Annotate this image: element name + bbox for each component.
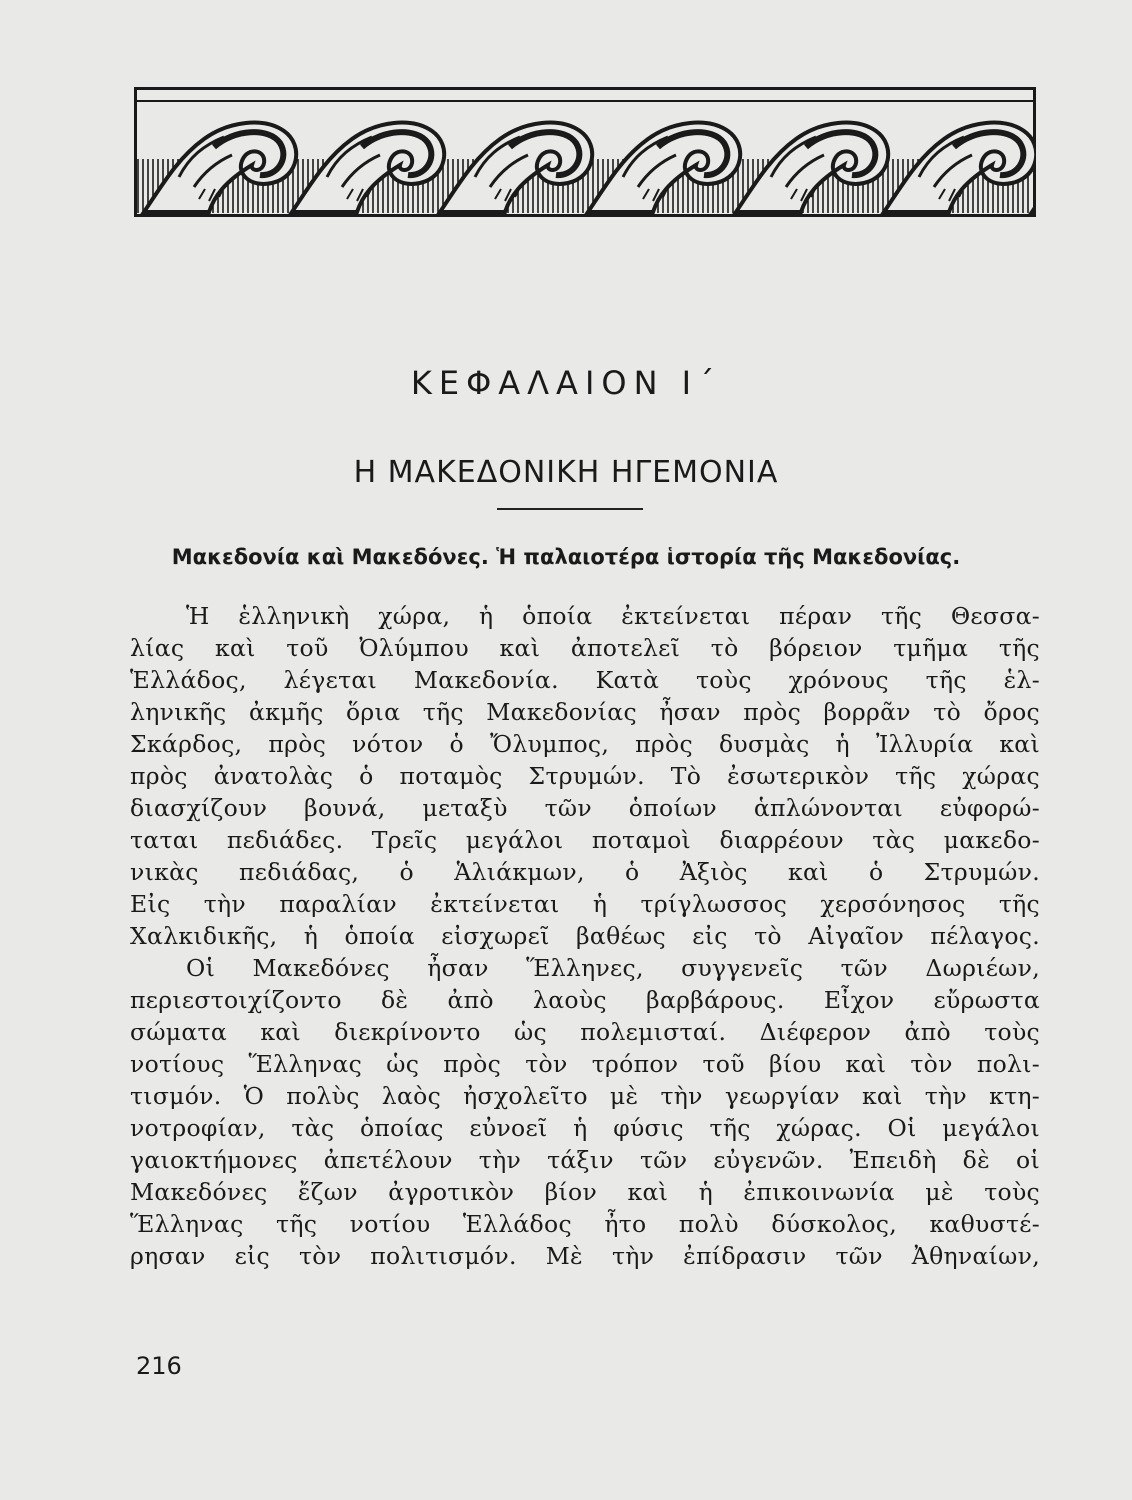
- text-line: περιεστοιχίζοντο δὲ ἀπὸ λαοὺς βαρβάρους. Εἶχον εὔρωστα: [130, 986, 1040, 1014]
- text-line: γαιοκτήμονες ἀπετέλουν τὴν τάξιν τῶν εὐγενῶν. Ἐπειδὴ δὲ οἱ: [130, 1146, 1040, 1174]
- text-line: Ἕλληνας τῆς νοτίου Ἑλλάδος ἦτο πολὺ δύσκολος, καθυστέ-: [130, 1210, 1040, 1238]
- text-line: Ἡ ἑλληνικὴ χώρα, ἡ ὁποία ἐκτείνεται πέραν τῆς Θεσσα-: [186, 602, 1040, 630]
- text-line: ταται πεδιάδες. Τρεῖς μεγάλοι ποταμοὶ διαρρέουν τὰς μακεδο-: [130, 826, 1040, 854]
- wave-motif: [736, 123, 888, 212]
- section-heading: Μακεδονία καὶ Μακεδόνες. Ἡ παλαιοτέρα ἱστορία τῆς Μακεδονίας.: [171, 545, 961, 569]
- title-divider: [497, 508, 643, 510]
- wave-ornament-graphic: [134, 87, 1036, 217]
- text-line: ρησαν εἰς τὸν πολιτισμόν. Μὲ τὴν ἐπίδρασιν τῶν Ἀθηναίων,: [130, 1242, 1040, 1270]
- text-line: Εἰς τὴν παραλίαν ἐκτείνεται ἡ τρίγλωσσος χερσόνησος τῆς: [130, 890, 1040, 918]
- text-line: τισμόν. Ὁ πολὺς λαὸς ἠσχολεῖτο μὲ τὴν γεωργίαν καὶ τὴν κτη-: [130, 1082, 1040, 1110]
- text-line: πρὸς ἀνατολὰς ὁ ποταμὸς Στρυμών. Τὸ ἐσωτερικὸν τῆς χώρας: [130, 762, 1040, 790]
- chapter-label: ΚΕΦΑΛΑΙΟΝ Ι΄: [410, 364, 722, 402]
- text-line: Οἱ Μακεδόνες ἦσαν Ἕλληνες, συγγενεῖς τῶν Δωριέων,: [186, 954, 1040, 982]
- body-text: [130, 600, 1040, 1272]
- text-line: Μακεδόνες ἔζων ἀγροτικὸν βίον καὶ ἡ ἐπικοινωνία μὲ τοὺς: [130, 1178, 1040, 1206]
- text-line: Σκάρδος, πρὸς νότον ὁ Ὄλυμπος, πρὸς δυσμὰς ἡ Ἰλλυρία καὶ: [130, 730, 1040, 758]
- chapter-title: Η ΜΑΚΕΔΟΝΙΚΗ ΗΓΕΜΟΝΙΑ: [353, 455, 779, 490]
- page-number: 216: [136, 1352, 182, 1380]
- text-line: διασχίζουν βουνά, μεταξὺ τῶν ὁποίων ἁπλώνονται εὐφορώ-: [130, 794, 1040, 822]
- text-line: ληνικῆς ἀκμῆς ὅρια τῆς Μακεδονίας ἦσαν πρὸς βορρᾶν τὸ ὄρος: [130, 698, 1040, 726]
- text-line: νοτροφίαν, τὰς ὁποίας εὐνοεῖ ἡ φύσις τῆς χώρας. Οἱ μεγάλοι: [130, 1114, 1040, 1142]
- text-line: σώματα καὶ διεκρίνοντο ὡς πολεμισταί. Διέφερον ἀπὸ τοὺς: [130, 1018, 1040, 1046]
- text-line: Χαλκιδικῆς, ἡ ὁποία εἰσχωρεῖ βαθέως εἰς τὸ Αἰγαῖον πέλαγος.: [130, 922, 1040, 950]
- text-line: λίας καὶ τοῦ Ὀλύμπου καὶ ἀποτελεῖ τὸ βόρειον τμῆμα τῆς: [130, 634, 1040, 662]
- text-line: νικὰς πεδιάδας, ὁ Ἁλιάκμων, ὁ Ἀξιὸς καὶ ὁ Στρυμών.: [130, 858, 1040, 886]
- text-line: Ἑλλάδος, λέγεται Μακεδονία. Κατὰ τοὺς χρόνους τῆς ἑλ-: [130, 666, 1040, 694]
- wave-pattern-border: [134, 87, 1036, 217]
- text-line: νοτίους Ἕλληνας ὡς πρὸς τὸν τρόπον τοῦ βίου καὶ τὸν πολι-: [130, 1050, 1040, 1078]
